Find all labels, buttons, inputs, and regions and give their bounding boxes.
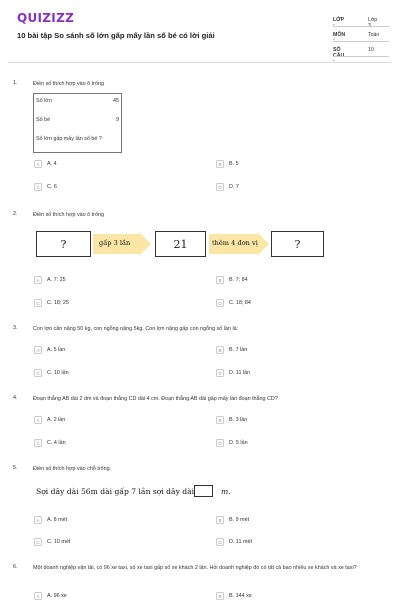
- option-text: B. 3 lần: [229, 417, 248, 423]
- option-d[interactable]: [216, 183, 239, 191]
- chain-box-middle: 21: [155, 231, 206, 257]
- option-d[interactable]: [216, 299, 251, 307]
- option-letter: B: [216, 416, 224, 424]
- option-b[interactable]: [216, 276, 248, 284]
- question-text: Một doanh nghiệp vận tải, có 96 xe taxi, số xe taxi gấp số xe khách 2 lần. Hỏi doanh nghiệp đó có tất cả bao nhiêu xe khách và xe taxi?: [33, 565, 357, 571]
- option-c[interactable]: [34, 538, 70, 546]
- option-c[interactable]: [34, 439, 66, 447]
- chain-arrow-label: gấp 3 lần: [99, 239, 131, 247]
- option-letter: B: [216, 592, 224, 600]
- question-text: Điền số thích hợp vào ô trống: [33, 81, 104, 87]
- meta-subject-label: MÔN :: [333, 32, 346, 44]
- option-text: B. 9 mét: [229, 517, 250, 523]
- chain-arrow-label: thêm 4 đơn vị: [212, 239, 258, 247]
- option-text: A. 2 lần: [47, 417, 66, 423]
- option-text: B. 144 xe: [229, 593, 252, 599]
- option-text: C. 4 lần: [47, 440, 66, 446]
- option-letter: B: [216, 160, 224, 168]
- option-text: D. 11 lần: [229, 370, 251, 376]
- option-letter: B: [216, 346, 224, 354]
- option-b[interactable]: [216, 592, 252, 600]
- quizizz-logo: QUIZIZZ: [17, 11, 75, 25]
- option-a[interactable]: [34, 516, 67, 524]
- meta-subject-value: Toán: [368, 32, 380, 38]
- chain-box-start: ?: [36, 231, 91, 257]
- option-letter: A: [34, 416, 42, 424]
- meta-divider: [333, 56, 389, 57]
- option-letter: C: [34, 538, 42, 546]
- option-text: B. 5: [229, 161, 239, 167]
- option-letter: D: [216, 183, 224, 191]
- option-letter: C: [34, 439, 42, 447]
- option-letter: A: [34, 160, 42, 168]
- question-number: 5.: [13, 465, 18, 471]
- table-row-label: Số lớn gấp mấy lần số bé ?: [36, 136, 102, 142]
- option-letter: D: [216, 369, 224, 377]
- option-text: C. 10 mét: [47, 539, 71, 545]
- meta-grade-value: Lớp 3: [368, 17, 378, 29]
- option-text: B. 7; 84: [229, 277, 248, 283]
- option-text: C. 10 lần: [47, 370, 69, 376]
- option-letter: D: [216, 439, 224, 447]
- meta-count-label: SỐ CÂU :: [333, 47, 345, 65]
- option-b[interactable]: [216, 346, 247, 354]
- option-letter: B: [216, 276, 224, 284]
- chain-arrow-add: [209, 232, 269, 256]
- meta-divider: [333, 41, 389, 42]
- option-letter: C: [34, 183, 42, 191]
- option-a[interactable]: [34, 276, 66, 284]
- question-number: 3.: [13, 325, 18, 331]
- table-row-label: Số lớn: [36, 98, 52, 104]
- chain-arrow-multiply: [93, 232, 151, 256]
- option-a[interactable]: [34, 160, 57, 168]
- question-1-table: [33, 93, 122, 153]
- option-d[interactable]: [216, 439, 248, 447]
- option-b[interactable]: [216, 160, 239, 168]
- meta-grade-label: LỚP :: [333, 17, 344, 29]
- option-letter: C: [34, 299, 42, 307]
- option-text: B. 7 lần: [229, 347, 248, 353]
- question-text: Đoạn thẳng AB dài 2 dm và đoạn thẳng CD dài 4 cm. Đoạn thẳng AB dài gấp mấy lần đoạn thẳng CD?: [33, 396, 278, 402]
- meta-divider: [333, 26, 389, 27]
- option-a[interactable]: [34, 346, 65, 354]
- option-text: A. 7; 25: [47, 277, 66, 283]
- option-text: A. 5 lần: [47, 347, 66, 353]
- table-row-value: 9: [116, 117, 119, 123]
- question-text: Điền số thích hợp vào chỗ trống.: [33, 466, 112, 472]
- option-text: C. 18; 84: [229, 300, 251, 306]
- option-a[interactable]: [34, 592, 67, 600]
- option-text: D. 11 mét: [229, 539, 252, 545]
- option-b[interactable]: [216, 516, 249, 524]
- option-letter: D: [216, 538, 224, 546]
- option-c[interactable]: [34, 299, 69, 307]
- answer-blank[interactable]: [194, 485, 213, 497]
- option-text: C. 18; 25: [47, 300, 69, 306]
- page-title: 10 bài tập So sánh số lớn gấp mấy lần số bé có lời giải: [17, 31, 215, 40]
- option-d[interactable]: [216, 369, 250, 377]
- option-letter: A: [34, 346, 42, 354]
- header-divider: [8, 62, 392, 63]
- option-letter: A: [34, 516, 42, 524]
- option-text: A. 8 mét: [47, 517, 68, 523]
- option-text: A. 96 xe: [47, 593, 67, 599]
- option-text: C. 6: [47, 184, 57, 190]
- option-letter: A: [34, 592, 42, 600]
- option-text: D. 7: [229, 184, 239, 190]
- option-letter: A: [34, 276, 42, 284]
- chain-box-end: ?: [271, 231, 324, 257]
- question-number: 4.: [13, 395, 18, 401]
- option-text: A. 4: [47, 161, 57, 167]
- option-c[interactable]: [34, 183, 57, 191]
- option-letter: B: [216, 516, 224, 524]
- meta-count-value: 10: [368, 47, 374, 53]
- question-text: Điền số thích hợp vào ô trống: [33, 212, 104, 218]
- table-row-label: Số bé: [36, 117, 51, 123]
- option-a[interactable]: [34, 416, 65, 424]
- option-letter: C: [34, 369, 42, 377]
- option-d[interactable]: [216, 538, 252, 546]
- question-number: 2.: [13, 211, 18, 217]
- question-number: 6.: [13, 564, 18, 570]
- option-b[interactable]: [216, 416, 247, 424]
- question-number: 1.: [13, 80, 18, 86]
- question-5-sentence: Sợi dây dài 56m dài gấp 7 lần sợi dây dài: [36, 487, 195, 496]
- option-c[interactable]: [34, 369, 69, 377]
- option-text: D. 5 lần: [229, 440, 248, 446]
- question-5-unit: m.: [221, 487, 231, 496]
- option-letter: D: [216, 299, 224, 307]
- table-row-value: 45: [113, 98, 119, 104]
- question-text: Con lợn cân nặng 50 kg, con ngỗng nặng 5kg. Con lợn nặng gấp con ngỗng số lần là:: [33, 326, 239, 332]
